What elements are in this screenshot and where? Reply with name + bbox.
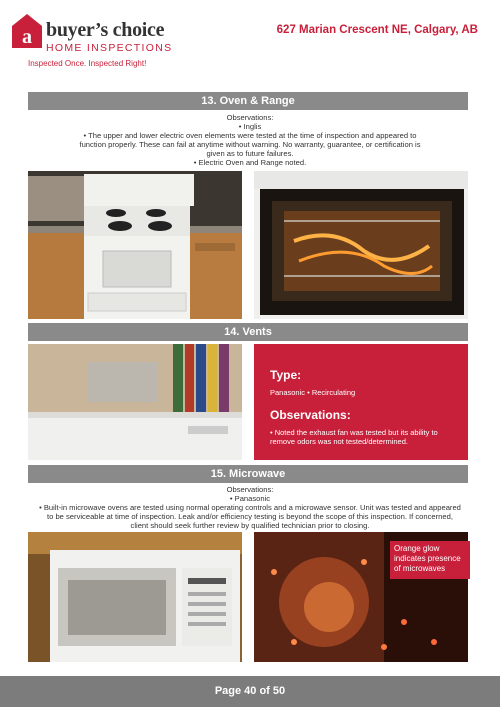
- section-title-vents: 14. Vents: [28, 323, 468, 341]
- page-footer: [0, 676, 500, 707]
- page-number: Page 40 of 50: [214, 685, 286, 697]
- logo-subtitle: HOME INSPECTIONS: [46, 42, 173, 54]
- logo-name: buyer’s choice: [46, 19, 165, 41]
- company-logo: [12, 14, 182, 74]
- oven-observations: [24, 113, 476, 167]
- vent-type-text: Panasonic • Recirculating: [270, 388, 356, 397]
- section-title-oven: 13. Oven & Range: [28, 92, 468, 110]
- microwave-photo: [28, 532, 242, 662]
- microwave-obs-line: to be serviceable at time of inspection. Leak and/or efficiency testing is beyond the scope of this inspection. If concerned,: [47, 512, 453, 521]
- vent-observations-text: • Noted the exhaust fan was tested but its ability to remove odors was not tested/determined.: [270, 427, 438, 446]
- oven-obs-line: • Inglis: [238, 122, 262, 131]
- oven-obs-heading: Observations:: [226, 113, 274, 122]
- vents-info-box: [254, 344, 468, 460]
- page-header: [0, 0, 500, 85]
- microwave-glow-callout: Orange glow indicates presence of microwaves: [390, 541, 470, 579]
- microwave-obs-heading: Observations:: [226, 485, 274, 494]
- oven-obs-line: • Electric Oven and Range noted.: [193, 158, 307, 167]
- oven-interior-photo: [254, 171, 468, 319]
- microwave-obs-line: • Built-in microwave ovens are tested using normal operating controls and a microwave sensor. Unit was tested and appeared: [39, 503, 461, 512]
- vent-observations-heading: Observations:: [270, 407, 351, 422]
- microwave-obs-line: • Panasonic: [229, 494, 271, 503]
- oven-obs-line: function properly. These can fail at anytime without warning. No warranty, guarantee, or certification is: [79, 140, 421, 149]
- oven-obs-line: given as to future failures.: [206, 149, 294, 158]
- vent-hood-photo: [28, 344, 242, 460]
- logo-letter: a: [22, 26, 32, 48]
- oven-obs-line: • The upper and lower electric oven elements were tested at the time of inspection and appeared to: [83, 131, 417, 140]
- microwave-observations: [24, 485, 476, 530]
- section-title-microwave: 15. Microwave: [28, 465, 468, 483]
- logo-tagline: Inspected Once. Inspected Right!: [28, 59, 147, 68]
- vent-type-heading: Type:: [270, 368, 302, 382]
- property-address: 627 Marian Crescent NE, Calgary, AB: [276, 24, 478, 36]
- microwave-obs-line: client should seek further review by qualified technician prior to closing.: [130, 521, 370, 530]
- house-logo-icon: [12, 14, 42, 48]
- oven-range-photo: [28, 171, 242, 319]
